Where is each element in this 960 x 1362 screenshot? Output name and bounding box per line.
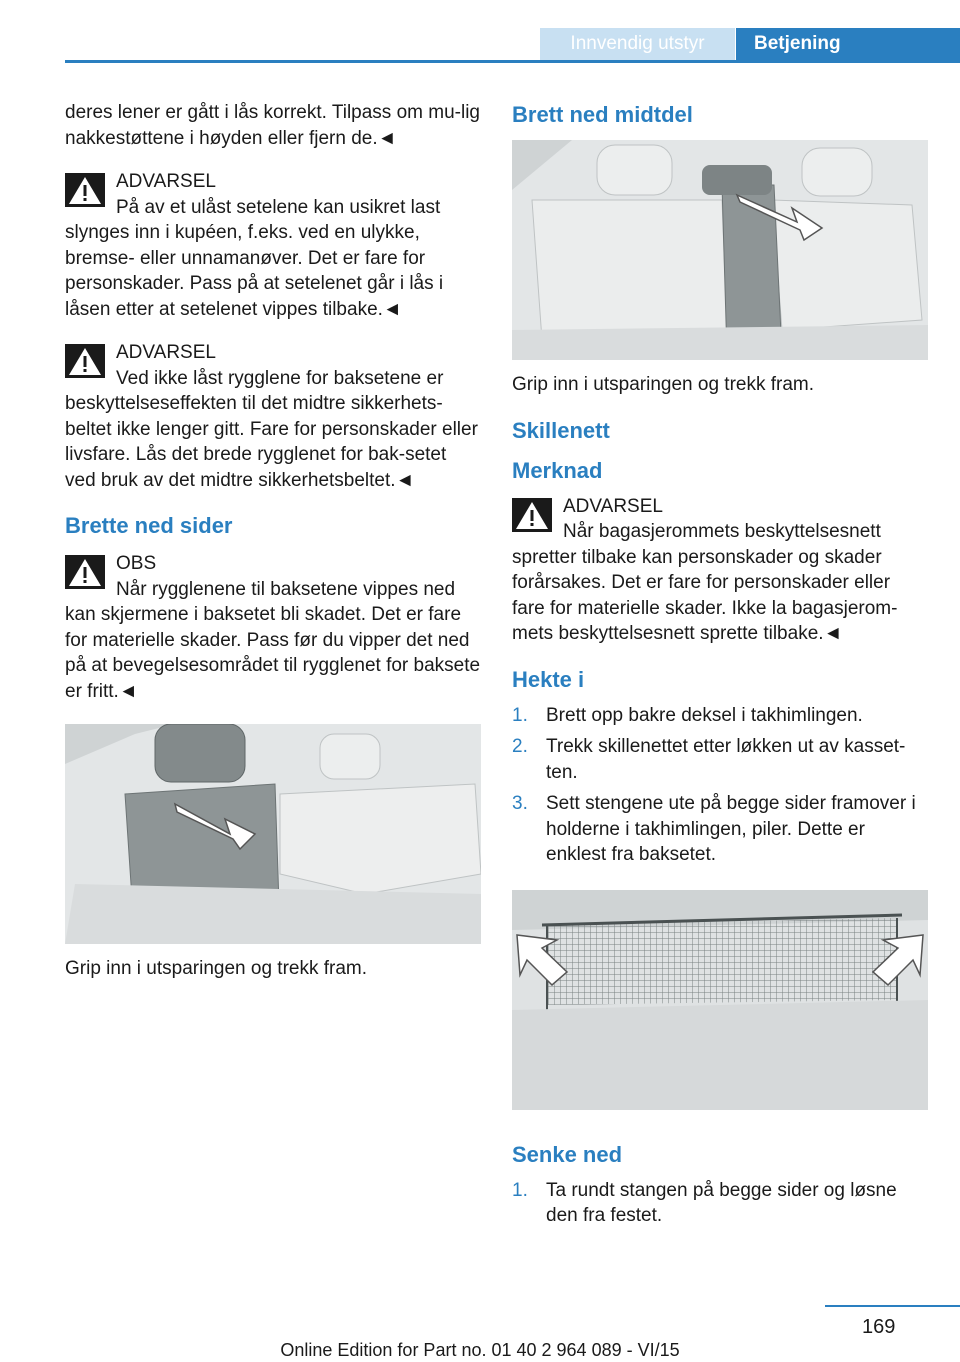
warning-triangle-icon — [65, 344, 105, 378]
warning-text: Ved ikke låst rygglene for baksetene er beskyttelseseffekten til det midtre sikkerhets-beltet ikke lenger gitt. Fare for personskader eller livsfare. Lås det brede rygglenet for bak-setet ved bruk av det midtre sikkerhetsbeltet.◄ — [65, 367, 478, 491]
rear-seat-side-fold-figure — [65, 724, 481, 944]
header-active-tab: Betjening — [736, 28, 960, 60]
footer-edition: Online Edition for Part no. 01 40 2 964 089 - VI/15 — [280, 1340, 680, 1360]
steps-list — [512, 703, 928, 868]
notice-block — [65, 551, 481, 704]
step-number: 1. — [512, 1179, 528, 1201]
step-text: Sett stengene ute på begge sider framover i holderne i takhimlingen, piler. Dette er enklest fra baksetet. — [546, 793, 916, 865]
list-item — [512, 791, 928, 868]
warning-block-2 — [65, 340, 481, 493]
figure-caption: Grip inn i utsparingen og trekk fram. — [512, 374, 815, 395]
footer-rule — [825, 1305, 960, 1307]
section-heading: Skillenett — [512, 417, 610, 443]
page-number: 169 — [862, 1316, 896, 1338]
warning-text: På av et ulåst setelene kan usikret last slynges inn i kupéen, f.eks. ved en ulykke, bremse- eller unnamanøver. Det er fare for personskader. Pass på at setelenet går i lås i låsen etter at setelenet vippes tilbake.◄ — [65, 196, 444, 320]
step-text: Brett opp bakre deksel i takhimlingen. — [546, 704, 863, 726]
step-number: 1. — [512, 704, 528, 726]
header-rule — [65, 60, 960, 63]
seat-illustration — [512, 140, 928, 360]
warning-triangle-icon — [65, 555, 105, 589]
seat-illustration — [65, 724, 481, 944]
warning-block — [512, 494, 928, 647]
warning-block-1 — [65, 169, 481, 322]
net-illustration — [512, 890, 928, 1110]
notice-title: OBS — [116, 553, 157, 574]
list-item — [512, 703, 928, 729]
notice-text: Når rygglenene til baksetene vippes ned kan skjermene i baksetet bli skadet. Det er fare for materielle skader. Pass før du vipper det ned på at bevegelsesområdet til rygglenet for baksete er fritt.◄ — [65, 578, 481, 702]
step-number: 2. — [512, 736, 528, 757]
subsection-heading: Merknad — [512, 457, 603, 483]
warning-title: ADVARSEL — [116, 171, 216, 192]
list-item — [512, 1178, 928, 1229]
section-heading: Brette ned sider — [65, 513, 233, 538]
warning-title: ADVARSEL — [116, 342, 216, 363]
intro-paragraph: deres lener er gått i lås korrekt. Tilpass om mu-lig nakkestøttene i høyden eller fjern de.◄ — [65, 102, 480, 149]
subsection-heading: Senke ned — [512, 1141, 623, 1167]
steps-list — [512, 1178, 928, 1229]
cargo-net-figure — [512, 890, 928, 1110]
step-number: 3. — [512, 793, 528, 814]
list-item — [512, 734, 928, 785]
warning-triangle-icon — [512, 498, 552, 532]
left-column — [65, 100, 481, 1000]
warning-text: Når bagasjerommets beskyttelsesnett spretter tilbake kan personskader og skader forårsakes. Det er fare for personskader eller fare for materielle skader. Ikke la bagasjerom-mets beskyttelsesnett sprette tilbake.◄ — [512, 521, 898, 644]
header-section-title: Innvendig utstyr — [540, 28, 735, 60]
warning-title: ADVARSEL — [563, 495, 663, 517]
subsection-heading: Hekte i — [512, 666, 585, 692]
center-fold-figure — [512, 140, 928, 360]
right-column — [512, 100, 928, 1251]
step-text: Ta rundt stangen på begge sider og løsne den fra festet. — [546, 1179, 897, 1226]
warning-triangle-icon — [65, 173, 105, 207]
figure-caption: Grip inn i utsparingen og trekk fram. — [65, 958, 368, 979]
section-heading: Brett ned midtdel — [512, 102, 693, 127]
step-text: Trekk skillenettet etter løkken ut av kasset-ten. — [546, 736, 906, 783]
